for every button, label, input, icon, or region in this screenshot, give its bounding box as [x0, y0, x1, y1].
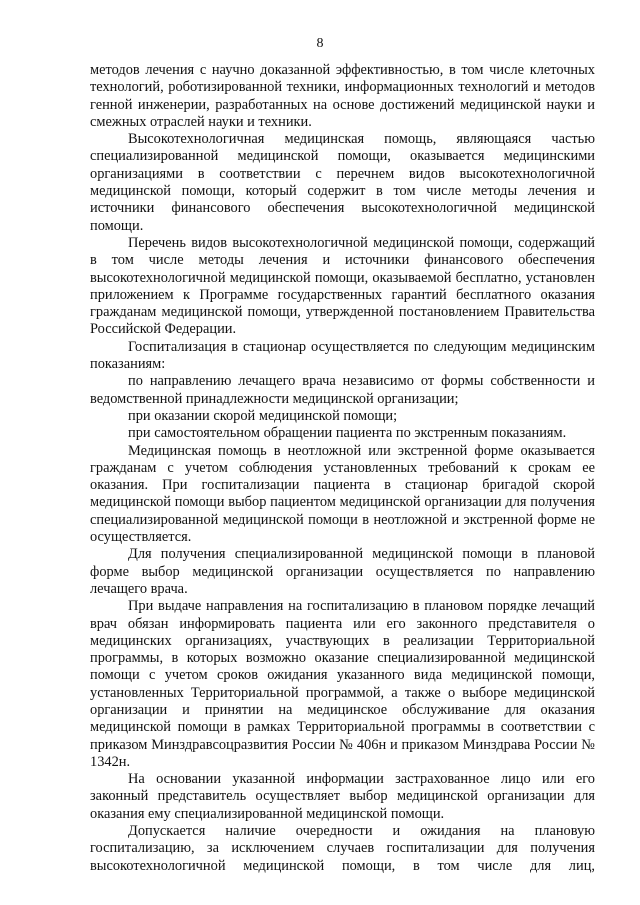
paragraph: При выдаче направления на госпитализацию в плановом порядке лечащий врач обязан информировать пациента или его законного представителя о медицинских организациях, участвующих в реализации Территориальной программы, в которых возможно оказание специализированной медицинской помощи с учетом сроков ожидания указанного вида медицинской помощи, установленных Территориальной программой, а также о выборе медицинской организации и принятии на медицинское обслуживание для оказания медицинской помощи в рамках Территориальной программы в соответствии с приказом Минздравсоцразвития России № 406н и приказом Минздрава России № 1342н.	[90, 598, 595, 770]
list-item: по направлению лечащего врача независимо от формы собственности и ведомственной принадлежности медицинской организации;	[90, 373, 595, 407]
paragraph: методов лечения с научно доказанной эффективностью, в том числе клеточных технологий, роботизированной техники, информационных технологий и методов генной инженерии, разработанных на основе достижений медицинской науки и смежных отраслей науки и техники.	[90, 62, 595, 130]
body-text	[90, 62, 595, 875]
paragraph: Допускается наличие очередности и ожидания на плановую госпитализацию, за исключением случаев госпитализации для получения высокотехнологичной медицинской помощи, в том числе для лиц,	[90, 823, 595, 874]
paragraph: Перечень видов высокотехнологичной медицинской помощи, содержащий в том числе методы лечения и источники финансового обеспечения высокотехнологичной медицинской помощи, оказываемой бесплатно, установлен приложением к Программе государственных гарантий бесплатного оказания гражданам медицинской помощи, утвержденной постановлением Правительства Российской Федерации.	[90, 234, 595, 338]
paragraph: Для получения специализированной медицинской помощи в плановой форме выбор медицинской организации осуществляется по направлению лечащего врача.	[90, 546, 595, 597]
paragraph: На основании указанной информации застрахованное лицо или его законный представитель осуществляет выбор медицинской организации для оказания ему специализированной медицинской помощи.	[90, 771, 595, 822]
paragraph: Высокотехнологичная медицинская помощь, являющаяся частью специализированной медицинской помощи, оказывается медицинскими организациями в соответствии с перечнем видов высокотехнологичной медицинской помощи, который содержит в том числе методы лечения и источники финансового обеспечения высокотехнологичной медицинской помощи.	[90, 131, 595, 234]
list-item: при оказании скорой медицинской помощи;	[128, 407, 398, 424]
paragraph: Госпитализация в стационар осуществляется по следующим медицинским показаниям:	[90, 338, 595, 373]
page-number: 8	[316, 36, 324, 51]
list-item: при самостоятельном обращении пациента по экстренным показаниям.	[128, 425, 567, 442]
paragraph: Медицинская помощь в неотложной или экстренной форме оказывается гражданам с учетом соблюдения установленных требований к срокам ее оказания. При госпитализации пациента в стационар бригадой скорой медицинской помощи выбор пациентом медицинской организации для получения специализированной медицинской помощи в неотложной и экстренной форме не осуществляется.	[90, 442, 595, 546]
